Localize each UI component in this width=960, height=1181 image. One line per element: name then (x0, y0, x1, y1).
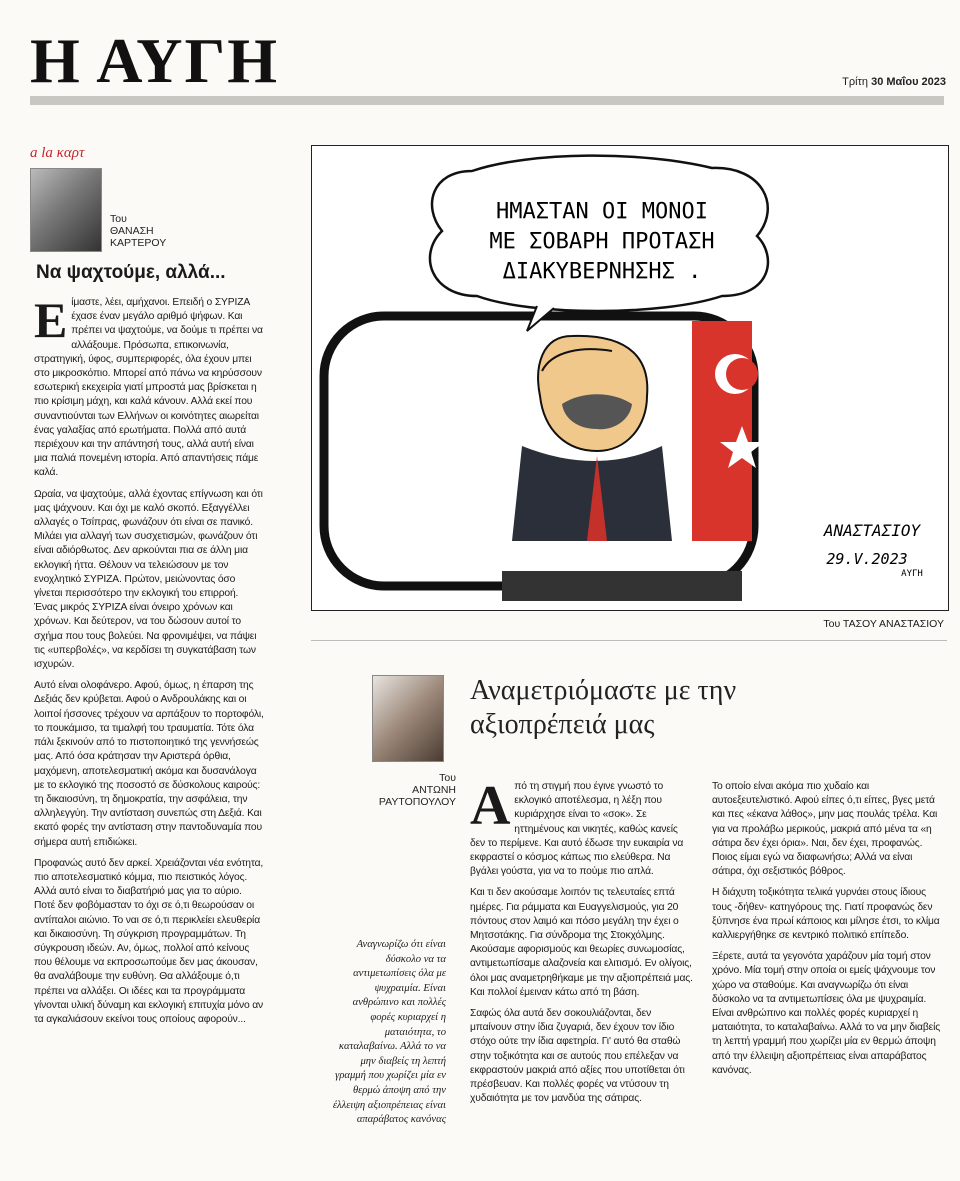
right-article-col2 (712, 780, 942, 1085)
dropcap: Ε (34, 292, 68, 348)
article-paragraph: Ωραία, να ψαχτούμε, αλλά έχοντας επίγνωση και ότι μας ψάχνουν. Και όχι με καλό σκοπό. Εξαγγέλλει αλλαγές ο Τσίπρας, φωνάζουν ότι είναι σε πανικό. Μιλάει για αλλαγή των συσχετισμών, φωνάζουν ότι είναι αδιόρθωτος. Δεν αρκούνται πια σε άλλη μια εκλογική ήττα. Θέλουν να τελειώσουν με τον ενοχλητικό ΣΥΡΙΖΑ. Πρώτον, μειώνοντας όσο γίνεται περισσότερο την εκλογική του επιρροή. Ένας μικρός ΣΥΡΙΖΑ είναι όνειρο χρόνων και χρόνων. Και δεύτερον, να του δώσουν αυτοί το σχήμα που τους βολεύει. Να φρονιμέψει, να πάψει τις «υπερβολές», να κερδίσει τη συγκατάβαση των ισχυρών. (34, 488, 263, 671)
author-photo-kartеrou (30, 168, 102, 252)
pull-quote: Αναγνωρίζω ότι είναι δύσκολο να τα αντιμετωπίσεις όλα με ψυχραιμία. Είναι ανθρώπινο και πολλές φορές κυριαρχεί η ματαιότητα, το καταλαβαίνω. Αλλά το να μην διαβείς τη λεπτή γραμμή που χωρίζει μία εν θερμώ άποψη από την έλλειψη αξιοπρέπειας είναι απαράβατος κανόνας (332, 939, 446, 1126)
left-article-body (34, 292, 264, 1034)
byline-prefix: Του (439, 772, 456, 784)
article-paragraph: Το οποίο είναι ακόμα πιο χυδαίο και αυτοεξευτελιστικό. Αφού είπες ό,τι είπες, βγες μετά και πες «έκανα λάθος», μην μας πουλάς τρέλα. Και για να προλάβω μερικούς, μακριά από μένα τα «η σάτιρα δεν έχει όρια». Ναι, δεν έχει, προφανώς. Ποιος είμαι εγώ να διαφωνήσω; Αλλά να είναι σάτιρα, όχι σεξιστικός βόθρος. (712, 781, 938, 878)
right-headline (470, 674, 736, 742)
cartoon-credit: Του ΤΑΣΟΥ ΑΝΑΣΤΑΣΙΟΥ (823, 618, 944, 630)
article-paragraph: Ξέρετε, αυτά τα γεγονότα χαράζουν μία τομή στον χρόνο. Μία τομή στην οποία οι εμείς ψάχνουμε τον χώρο να σταθούμε. Και αναγνωρίζω ότι είναι δύσκολο να τα αντιμετωπίσεις όλα με ψυχραιμία. Είναι ανθρώπινο και πολλές φορές κυριαρχεί η ματαιότητα, το καταλαβαίνω. Αλλά το να μην διαβείς τη λεπτή γραμμή που χωρίζει μία εν θερμώ άποψη από την έλλειψη αξιοπρέπειας είναι απαράβατος κανόνας. (712, 951, 941, 1076)
right-article-col1 (470, 775, 695, 1113)
issue-date-value: 30 Μαΐου 2023 (871, 76, 946, 88)
signature-paper: ΑΥΓΗ (901, 569, 923, 579)
headline-line-2: αξιοπρέπειά μας (470, 709, 655, 740)
issue-date (842, 76, 946, 88)
article-paragraph: Αυτό είναι ολοφάνερο. Αφού, όμως, η έπαρση της Δεξιάς δεν κρύβεται. Αφού ο Ανδρουλάκης και οι λοιποί ήσσονες τρέχουν να αρπάξουν το πορτοφόλι, το πουκάμισο, τα τιμαλφή του τραυματία. Τότε όλα πάλι ξεκινούν από το πιστοποιητικό της γεννήσεώς μας. Από όσα κράτησαν την Αριστερά όρθια, μαχόμενη, αποτελεσματική ακόμα και δυσανάλογα με το εκλογικό της ποσοστό σε δύσκολους καιρούς: τη δικαιοσύνη, τη δημοκρατία, την ασφάλεια, την αλληλεγγύη. Την αντίσταση συνεπώς στη Δεξιά. Και εκατό φορές την αντίσταση στην παντοδυναμία που σήμερα αυτή επιδιώκει. (34, 680, 264, 848)
issue-day: Τρίτη (842, 76, 869, 88)
section-label: a la καρτ (30, 145, 85, 161)
divider (311, 640, 947, 641)
article-paragraph: Η διάχυτη τοξικότητα τελικά γυρνάει στους ίδιους τους -δήθεν- κατηγόρους της. Γιατί προφανώς δεν ξύπνησε ένα πρωί κάποιος και μίλησε έτσι, το κλίμα καλλιεργήθηκε σε κεντρικό πολιτικό επίπεδο. (712, 887, 940, 942)
cartoon-drawing (312, 146, 948, 610)
article-paragraph: Είμαστε, λέει, αμήχανοι. Επειδή ο ΣΥΡΙΖΑ έχασε έναν μεγάλο αριθμό ψήφων. Και πρέπει να ψαχτούμε, να δούμε τι πρέπει να αλλάξουμε. Πρόσωπα, επικοινωνία, στρατηγική, ύφος, συμπεριφορές, όλα έχουν μπει στο μικροσκόπιο. Μπορεί από πάνω να κηρύσσουν εσωτερική εκεχειρία γιατί μπροστά μας βρίσκεται η πιο κρίσιμη μάχη, και καλά κάνουν. Αλλά εκεί που συναντιούνται των Ελλήνων οι κοινότητες αιωρείται ένας γαλαξίας από ερωτήματα. Πολλά από αυτά περιέχουν και την απάντησή τους, αλλά αυτή είναι μια παλιά πονεμένη ιστορία. Από απαντήσεις πάμε καλά. (34, 292, 263, 479)
speech-line-3: ΔΙΑΚΥΒΕΡΝΗΣΗΣ . (502, 259, 702, 284)
cartoon-panel (311, 145, 949, 611)
signature-date: 29.V.2023 (826, 550, 908, 568)
article-paragraph: Προφανώς αυτό δεν αρκεί. Χρειάζονται νέα ενότητα, πιο αποτελεσματικό κόμμα, πιο πειστικός λόγος. Αλλά αυτό είναι το διαβατήριό μας για το αύριο. Ποτέ δεν φοβόμασταν το όχι σε ό,τι θεωρούσαν οι αντίπαλοι αιώνιο. Το ναι σε ό,τι περικλείει ελευθερία και δικαιοσύνη. Τη σύγκριση προγραμμάτων. Τη σύγκρουση ιδεών. Αν, όμως, πολλοί από κείνους που θέλουμε να εκπροσωπούμε δεν μας άκουσαν, θα αναλάβουμε την ευθύνη. Θα αλλάξουμε ό,τι πρέπει να αλλάξει. Οι ιδέες και τα προγράμματα γίνονται υλική δύναμη και εκλογική επιτυχία μόνο αν τα αγκαλιάσουν εκείνοι τους οποίους αφορούν... (34, 857, 264, 1025)
article-paragraph: Από τη στιγμή που έγινε γνωστό το εκλογικό αποτέλεσμα, η λέξη που κυριάρχησε είναι το «σοκ». Σε ηττημένους και νικητές, καθώς κανείς δεν το περίμενε. Και αυτό έδωσε την ευκαιρία να εκφραστεί ο κόσμος κάπως πιο ελεύθερα. Να βγάλει γούστα, για να το πούμε πιο απλά. (470, 775, 684, 878)
dropcap: Α (470, 775, 511, 837)
masthead-rule (30, 96, 944, 105)
masthead-title: Η ΑΥΓΗ (30, 25, 279, 96)
tv-screen-frame (324, 316, 754, 586)
speech-line-1: ΗΜΑΣΤΑΝ ΟΙ ΜΟΝΟΙ (496, 199, 708, 224)
byline-lastname: ΡΑΥΤΟΠΟΥΛΟΥ (378, 796, 456, 808)
byline-lastname: ΚΑΡΤΕΡΟΥ (110, 237, 167, 249)
article-paragraph: Και τι δεν ακούσαμε λοιπόν τις τελευταίες επτά ημέρες. Για ράμματα και Ευαγγελισμούς, για 20 πόντους στον λαιμό και πόσο μεγάλη την έχει ο Μητσοτάκης. Για σύνδρομα της Στοκχόλμης. Ακούσαμε αφορισμούς και θεωρίες συνωμοσίας, αντιμετωπίσαμε αλαζονεία και ελιτισμό. Εν ολίγοις, όλοι μας αναμετρηθήκαμε με την αξιοπρέπειά μας. Και πολλοί έμειναν κάτω από τη βάση. (470, 887, 693, 998)
speech-line-2: ΜΕ ΣΟΒΑΡΗ ΠΡΟΤΑΣΗ (489, 229, 715, 254)
byline-prefix: Του (110, 213, 127, 225)
left-headline: Να ψαχτούμε, αλλά... (36, 262, 226, 283)
headline-line-1: Αναμετριόμαστε με την (470, 675, 737, 706)
byline-firstname: ΘΑΝΑΣΗ (110, 225, 154, 237)
byline-firstname: ΑΝΤΩΝΗ (412, 784, 456, 796)
author-photo-raftopoulou (372, 675, 444, 762)
left-byline (110, 213, 166, 249)
cartoonist-signature: ΑΝΑΣΤΑΣΙΟΥ (823, 521, 921, 540)
article-paragraph: Σαφώς όλα αυτά δεν σοκουλιάζονται, δεν μπαίνουν στην ίδια ζυγαριά, δεν έχουν τον ίδιο στόχο ούτε την ίδια αφετηρία. Γι' αυτό θα σταθώ στην τοξικότητα και σε αυτούς που επέλεξαν να εκφραστούν μακριά από αξίες που υποτίθεται ότι πρέσβευαν. Και πολλές φορές να ντύσουν τη χυδαιότητα με τον μανδύα της σάτιρας. (470, 1008, 685, 1105)
right-byline (372, 772, 456, 808)
tv-stand (502, 571, 742, 601)
